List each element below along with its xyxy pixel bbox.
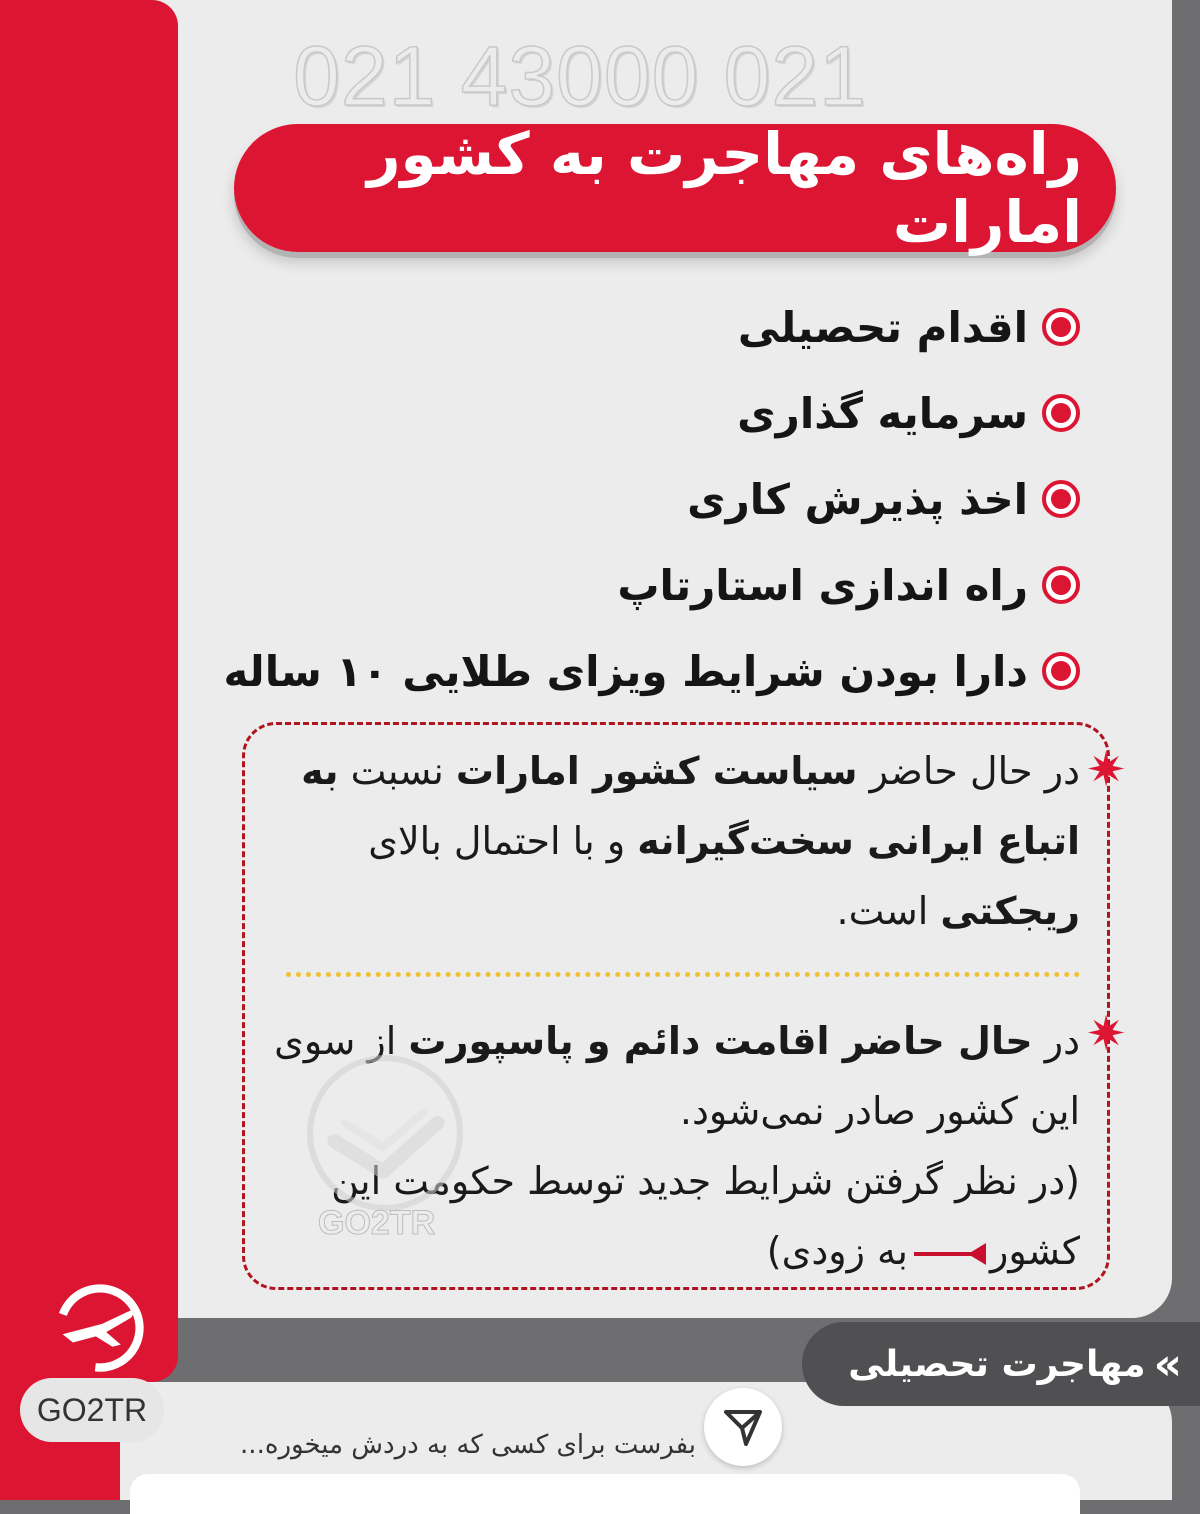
note-text: و با احتمال بالای — [368, 819, 638, 863]
note-bold-text: سیاست کشور امارات — [455, 749, 858, 793]
list-item — [260, 542, 1080, 628]
note-text: است. — [836, 889, 941, 933]
page-title: راه‌های مهاجرت به کشور امارات — [367, 120, 1082, 256]
arrow-left-icon — [914, 1252, 984, 1256]
double-chevron-icon: « — [1153, 1338, 1182, 1390]
go2tr-logo-icon — [48, 1276, 152, 1380]
list-item-label: اقدام تحصیلی — [737, 302, 1028, 352]
note-text: نسبت — [338, 749, 456, 793]
note-text: (در نظر گرفتن شرایط جدید توسط حکومت این کشور — [331, 1159, 1080, 1273]
note-policy — [262, 736, 1080, 946]
category-link[interactable] — [802, 1322, 1200, 1406]
watermark-logo-icon — [304, 1052, 466, 1214]
list-item-label: راه اندازی استارتاپ — [617, 560, 1028, 610]
asterisk-icon: ✷ — [1086, 742, 1127, 798]
bullet-icon — [1042, 480, 1080, 518]
dotted-divider — [286, 972, 1080, 977]
brand-name: GO2TR — [20, 1378, 164, 1442]
note-bold-text: ریجکتی — [940, 889, 1080, 933]
side-red-bar — [0, 0, 178, 1382]
bullet-icon — [1042, 308, 1080, 346]
list-item — [260, 284, 1080, 370]
next-post-preview — [130, 1474, 1080, 1514]
bullet-icon — [1042, 566, 1080, 604]
share-caption: بفرست برای کسی که به دردش میخوره... — [240, 1430, 696, 1460]
note-text: به زودی) — [766, 1229, 909, 1273]
asterisk-icon: ✷ — [1086, 1006, 1127, 1062]
list-item — [260, 370, 1080, 456]
list-item — [223, 628, 1080, 714]
note-bold-text: حال حاضر اقامت دائم و پاسپورت — [408, 1019, 1033, 1063]
title-banner — [234, 120, 1116, 256]
watermark-text: GO2TR — [318, 1204, 436, 1242]
category-label: مهاجرت تحصیلی — [848, 1343, 1146, 1385]
bullet-icon — [1042, 652, 1080, 690]
phone-number: 021 43000 021 — [293, 29, 867, 123]
send-button[interactable] — [704, 1388, 782, 1466]
note-text: در — [1032, 1019, 1080, 1063]
list-item — [260, 456, 1080, 542]
note-text: از سوی این کشور صادر نمی‌شود. — [274, 1019, 1080, 1133]
bullet-icon — [1042, 394, 1080, 432]
send-arrow-icon — [720, 1404, 766, 1450]
migration-ways-list — [223, 284, 1080, 714]
note-text: در حال حاضر — [857, 749, 1080, 793]
list-item-label: دارا بودن شرایط ویزای طلایی ۱۰ ساله — [223, 646, 1028, 696]
list-item-label: اخذ پذیرش کاری — [687, 474, 1028, 524]
note-bold-text: به اتباع ایرانی سخت‌گیرانه — [301, 749, 1080, 863]
list-item-label: سرمایه گذاری — [737, 388, 1028, 438]
